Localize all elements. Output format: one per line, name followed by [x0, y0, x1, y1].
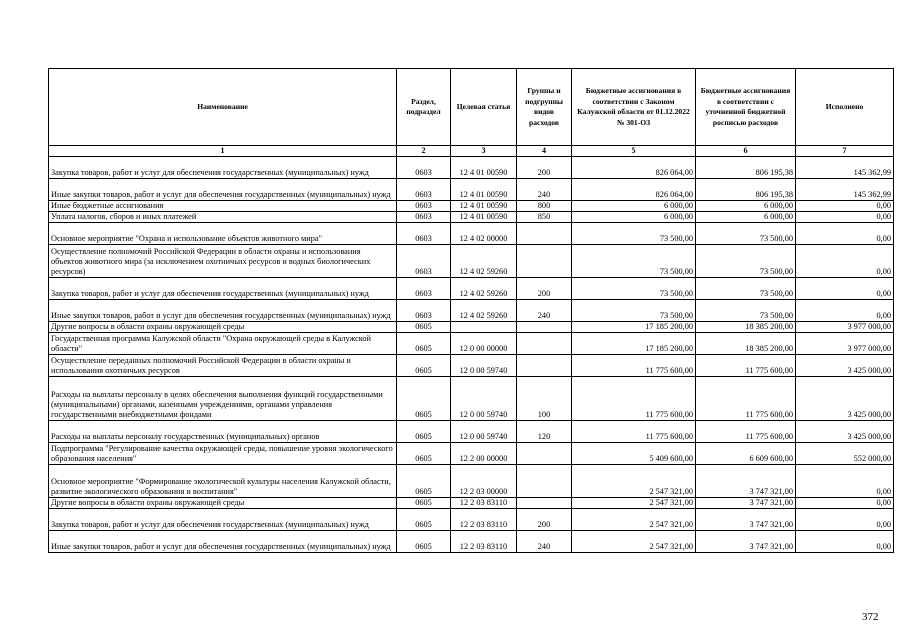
cell-refined: 6 000,00	[696, 201, 796, 212]
cell-refined: 3 747 321,00	[696, 498, 796, 509]
cell-section: 0603	[397, 179, 451, 201]
cell-target-article: 12 0 00 59740	[451, 421, 517, 443]
cell-section: 0605	[397, 531, 451, 553]
column-number: 6	[696, 146, 796, 157]
cell-section: 0603	[397, 157, 451, 179]
cell-target-article: 12 2 03 83110	[451, 498, 517, 509]
column-number: 2	[397, 146, 451, 157]
cell-expense-group	[517, 465, 572, 498]
cell-expense-group: 200	[517, 509, 572, 531]
cell-refined: 11 775 600,00	[696, 377, 796, 421]
cell-name: Закупка товаров, работ и услуг для обеспечения государственных (муниципальных) нужд	[49, 157, 397, 179]
cell-executed: 3 425 000,00	[796, 421, 894, 443]
table-row	[49, 421, 894, 443]
column-number: 4	[517, 146, 572, 157]
cell-approved: 2 547 321,00	[572, 465, 696, 498]
table-row	[49, 377, 894, 421]
cell-executed: 3 977 000,00	[796, 333, 894, 355]
cell-executed: 0,00	[796, 531, 894, 553]
cell-approved: 17 185 200,00	[572, 322, 696, 333]
cell-section: 0605	[397, 509, 451, 531]
column-number-row	[49, 146, 894, 157]
cell-expense-group: 200	[517, 278, 572, 300]
cell-section: 0605	[397, 322, 451, 333]
cell-name: Расходы на выплаты персоналу государственных (муниципальных) органов	[49, 421, 397, 443]
cell-section: 0605	[397, 355, 451, 377]
table-row	[49, 300, 894, 322]
cell-approved: 73 500,00	[572, 245, 696, 278]
column-number: 7	[796, 146, 894, 157]
cell-expense-group: 240	[517, 531, 572, 553]
cell-name: Осуществление полномочий Российской Федерации в области охраны и использования объектов животного мира (за исключением охотничьих ресурсов и водных биологических ресурсов)	[49, 245, 397, 278]
cell-approved: 73 500,00	[572, 300, 696, 322]
table-row	[49, 509, 894, 531]
cell-refined: 73 500,00	[696, 278, 796, 300]
cell-refined: 73 500,00	[696, 300, 796, 322]
cell-target-article: 12 4 01 00590	[451, 212, 517, 223]
table-row	[49, 223, 894, 245]
table-row	[49, 322, 894, 333]
cell-expense-group: 240	[517, 300, 572, 322]
cell-approved: 2 547 321,00	[572, 509, 696, 531]
column-number: 3	[451, 146, 517, 157]
cell-section: 0603	[397, 223, 451, 245]
cell-section: 0603	[397, 278, 451, 300]
table-row	[49, 201, 894, 212]
cell-approved: 826 064,00	[572, 179, 696, 201]
column-number: 5	[572, 146, 696, 157]
cell-executed: 0,00	[796, 509, 894, 531]
cell-approved: 6 000,00	[572, 201, 696, 212]
cell-target-article: 12 4 01 00590	[451, 157, 517, 179]
cell-executed: 0,00	[796, 245, 894, 278]
cell-refined: 18 385 200,00	[696, 322, 796, 333]
cell-name: Уплата налогов, сборов и иных платежей	[49, 212, 397, 223]
header-approved-budget: Бюджетные ассигнования в соответствии с Законом Калужской области от 01.12.2022 № 301-ОЗ	[572, 69, 696, 146]
cell-expense-group	[517, 498, 572, 509]
cell-expense-group	[517, 223, 572, 245]
header-section: Раздел, подраздел	[397, 69, 451, 146]
cell-section: 0603	[397, 245, 451, 278]
table-row	[49, 245, 894, 278]
table-row	[49, 278, 894, 300]
cell-expense-group: 120	[517, 421, 572, 443]
page-number: 372	[862, 611, 879, 623]
cell-approved: 73 500,00	[572, 278, 696, 300]
cell-name: Иные закупки товаров, работ и услуг для обеспечения государственных (муниципальных) нужд	[49, 531, 397, 553]
cell-executed: 0,00	[796, 278, 894, 300]
cell-name: Закупка товаров, работ и услуг для обеспечения государственных (муниципальных) нужд	[49, 509, 397, 531]
cell-refined: 3 747 321,00	[696, 465, 796, 498]
cell-target-article: 12 0 00 00000	[451, 333, 517, 355]
cell-refined: 806 195,38	[696, 157, 796, 179]
cell-expense-group: 800	[517, 201, 572, 212]
cell-section: 0605	[397, 377, 451, 421]
cell-name: Основное мероприятие "Формирование экологической культуры населения Калужской области, развитие экологического образования и воспитания"	[49, 465, 397, 498]
cell-name: Государственная программа Калужской области "Охрана окружающей среды в Калужской области"	[49, 333, 397, 355]
cell-target-article: 12 0 00 59740	[451, 355, 517, 377]
cell-section: 0605	[397, 421, 451, 443]
cell-target-article: 12 4 01 00590	[451, 179, 517, 201]
cell-expense-group	[517, 333, 572, 355]
cell-refined: 11 775 600,00	[696, 421, 796, 443]
cell-refined: 18 385 200,00	[696, 333, 796, 355]
cell-expense-group: 100	[517, 377, 572, 421]
cell-approved: 826 064,00	[572, 157, 696, 179]
cell-executed: 3 425 000,00	[796, 377, 894, 421]
table-row	[49, 355, 894, 377]
cell-name: Другие вопросы в области охраны окружающей среды	[49, 322, 397, 333]
cell-section: 0605	[397, 498, 451, 509]
cell-expense-group: 200	[517, 157, 572, 179]
cell-refined: 806 195,38	[696, 179, 796, 201]
table-row	[49, 443, 894, 465]
cell-executed: 0,00	[796, 212, 894, 223]
cell-approved: 2 547 321,00	[572, 498, 696, 509]
cell-executed: 0,00	[796, 465, 894, 498]
cell-target-article: 12 4 02 59260	[451, 300, 517, 322]
cell-executed: 552 000,00	[796, 443, 894, 465]
cell-executed: 145 362,99	[796, 179, 894, 201]
cell-expense-group: 240	[517, 179, 572, 201]
cell-target-article: 12 2 00 00000	[451, 443, 517, 465]
cell-expense-group: 850	[517, 212, 572, 223]
cell-refined: 6 609 600,00	[696, 443, 796, 465]
cell-expense-group	[517, 245, 572, 278]
table-row	[49, 465, 894, 498]
cell-name: Подпрограмма "Регулирование качества окружающей среды, повышение уровня экологического образования населения"	[49, 443, 397, 465]
cell-name: Закупка товаров, работ и услуг для обеспечения государственных (муниципальных) нужд	[49, 278, 397, 300]
cell-refined: 6 000,00	[696, 212, 796, 223]
cell-target-article: 12 4 02 59260	[451, 278, 517, 300]
cell-approved: 2 547 321,00	[572, 531, 696, 553]
header-target-article: Целевая статья	[451, 69, 517, 146]
cell-executed: 0,00	[796, 223, 894, 245]
cell-name: Иные бюджетные ассигнования	[49, 201, 397, 212]
cell-approved: 11 775 600,00	[572, 421, 696, 443]
table-row	[49, 498, 894, 509]
cell-executed: 0,00	[796, 201, 894, 212]
cell-name: Иные закупки товаров, работ и услуг для обеспечения государственных (муниципальных) нужд	[49, 300, 397, 322]
cell-refined: 3 747 321,00	[696, 531, 796, 553]
table-row	[49, 212, 894, 223]
cell-expense-group	[517, 355, 572, 377]
cell-expense-group	[517, 443, 572, 465]
cell-target-article	[451, 322, 517, 333]
cell-executed: 3 425 000,00	[796, 355, 894, 377]
header-refined-budget: Бюджетные ассигнования в соответствии с уточненной бюджетной росписью расходов	[696, 69, 796, 146]
table-row	[49, 531, 894, 553]
cell-executed: 145 362,99	[796, 157, 894, 179]
cell-refined: 11 775 600,00	[696, 355, 796, 377]
cell-target-article: 12 2 03 00000	[451, 465, 517, 498]
cell-target-article: 12 2 03 83110	[451, 531, 517, 553]
cell-target-article: 12 4 02 00000	[451, 223, 517, 245]
table-row	[49, 179, 894, 201]
header-row	[49, 69, 894, 146]
cell-approved: 11 775 600,00	[572, 377, 696, 421]
cell-approved: 17 185 200,00	[572, 333, 696, 355]
cell-approved: 11 775 600,00	[572, 355, 696, 377]
cell-section: 0605	[397, 333, 451, 355]
header-name: Наименование	[49, 69, 397, 146]
cell-executed: 0,00	[796, 300, 894, 322]
cell-executed: 3 977 000,00	[796, 322, 894, 333]
budget-table	[48, 68, 894, 553]
cell-section: 0603	[397, 201, 451, 212]
header-expense-group: Группы и подгруппы видов расходов	[517, 69, 572, 146]
cell-section: 0603	[397, 300, 451, 322]
cell-section: 0605	[397, 465, 451, 498]
cell-name: Другие вопросы в области охраны окружающей среды	[49, 498, 397, 509]
cell-target-article: 12 4 02 59260	[451, 245, 517, 278]
cell-approved: 73 500,00	[572, 223, 696, 245]
cell-section: 0603	[397, 212, 451, 223]
header-executed: Исполнено	[796, 69, 894, 146]
cell-executed: 0,00	[796, 498, 894, 509]
cell-expense-group	[517, 322, 572, 333]
table-row	[49, 157, 894, 179]
cell-target-article: 12 2 03 83110	[451, 509, 517, 531]
cell-refined: 73 500,00	[696, 245, 796, 278]
cell-refined: 73 500,00	[696, 223, 796, 245]
cell-approved: 6 000,00	[572, 212, 696, 223]
cell-name: Иные закупки товаров, работ и услуг для обеспечения государственных (муниципальных) нужд	[49, 179, 397, 201]
cell-target-article: 12 4 01 00590	[451, 201, 517, 212]
table-row	[49, 333, 894, 355]
cell-refined: 3 747 321,00	[696, 509, 796, 531]
cell-section: 0605	[397, 443, 451, 465]
cell-name: Основное мероприятие "Охрана и использование объектов животного мира"	[49, 223, 397, 245]
cell-name: Осуществление переданных полномочий Российской Федерации в области охраны и использования охотничьих ресурсов	[49, 355, 397, 377]
table-body	[49, 157, 894, 553]
cell-approved: 5 409 600,00	[572, 443, 696, 465]
cell-name: Расходы на выплаты персоналу в целях обеспечения выполнения функций государственными (муниципальными) органами, казенными учреждениями, органами управления государственными внебюджетными фондами	[49, 377, 397, 421]
cell-target-article: 12 0 00 59740	[451, 377, 517, 421]
column-number: 1	[49, 146, 397, 157]
